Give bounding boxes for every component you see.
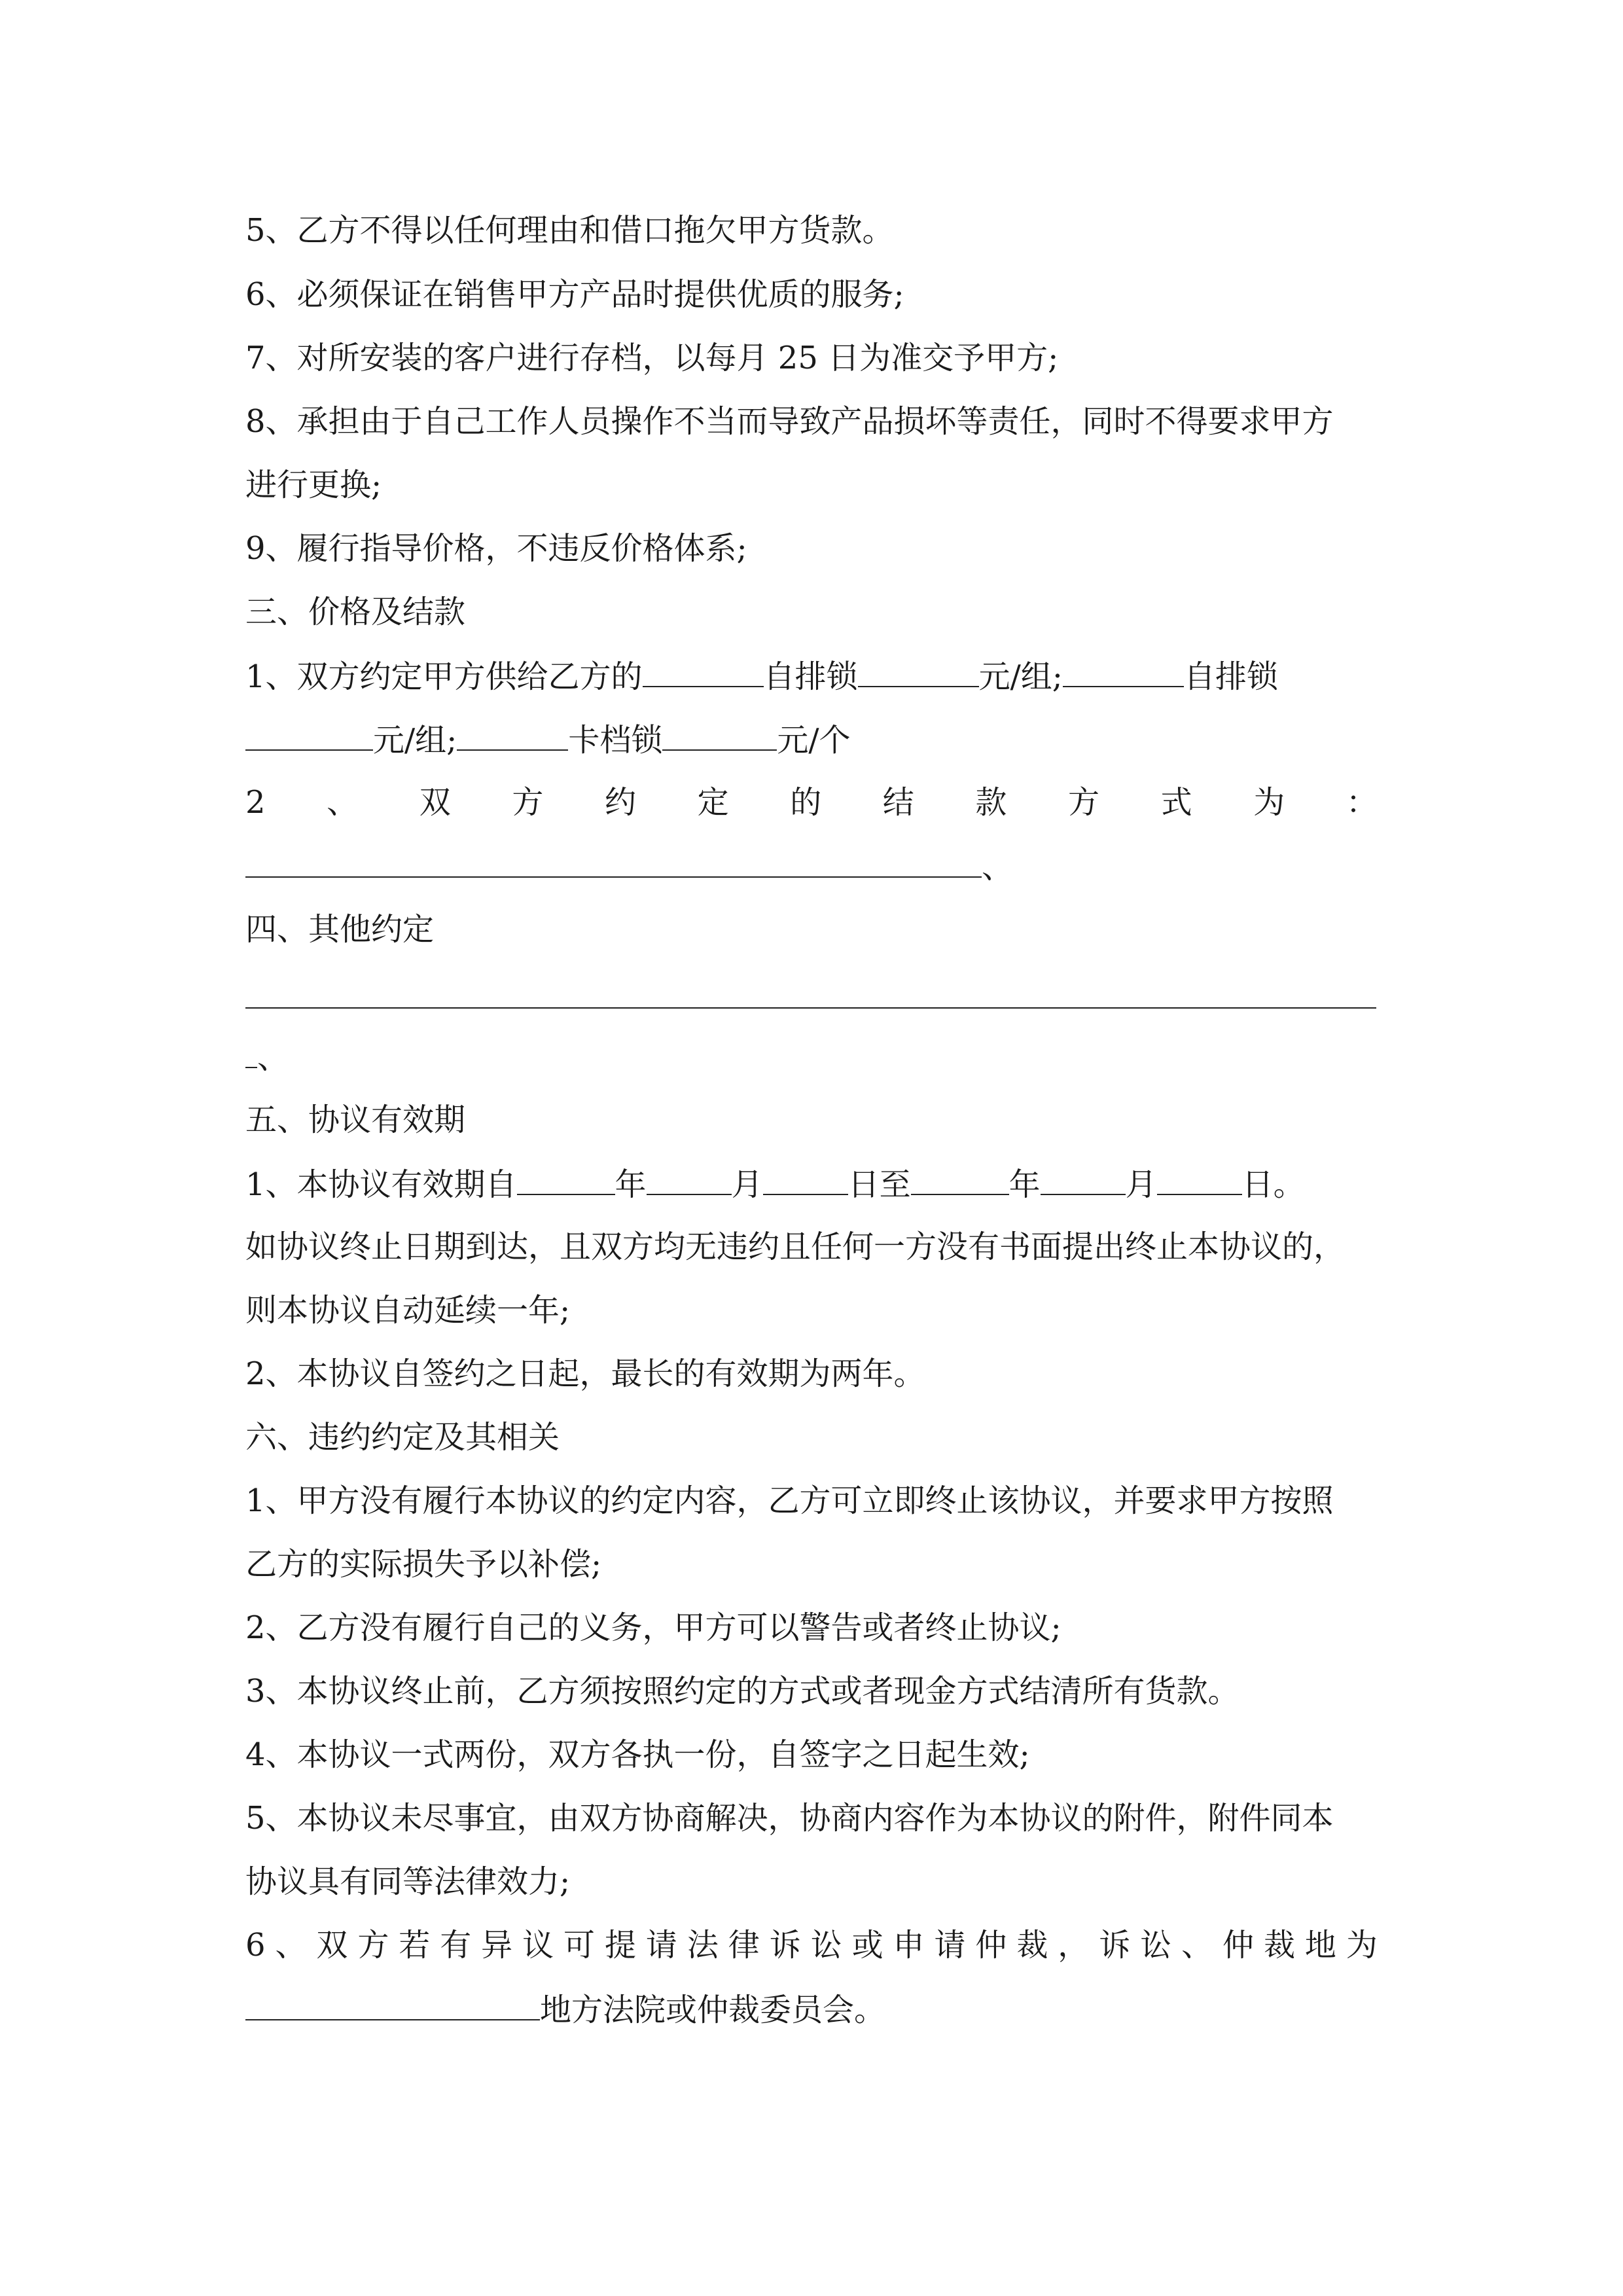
breach-clause-1-cont	[245, 1545, 1378, 1584]
blank-field[interactable]	[1041, 1164, 1126, 1195]
clause-text: 9、履行指导价格，不违反价格体系;	[245, 530, 747, 567]
clause-text: 5、本协议未尽事宜，由双方协商解决，协商内容作为本协议的附件，附件同本	[245, 1800, 1334, 1837]
char: ：	[1346, 784, 1378, 821]
char: 为	[1253, 784, 1285, 821]
char: 、	[1181, 1927, 1213, 1964]
char: 定	[697, 784, 729, 821]
clause-text: 4、本协议一式两份，双方各执一份，自签字之日起生效;	[245, 1736, 1030, 1773]
char: 讼	[810, 1927, 842, 1964]
clause-8	[245, 402, 1378, 441]
blank-field[interactable]	[1063, 656, 1184, 687]
blank-field[interactable]	[457, 719, 568, 751]
char: 申	[893, 1927, 925, 1964]
char: 、	[327, 784, 359, 821]
clause-text: 自排锁	[763, 658, 858, 695]
clause-text: 7、对所安装的客户进行存档，以每月 25 日为准交予甲方;	[245, 340, 1059, 376]
clause-5	[245, 211, 1378, 250]
section-6-heading	[245, 1418, 1378, 1457]
char: 2	[245, 784, 266, 821]
clause-text: 元/组;	[978, 658, 1063, 695]
price-clause-2-blank	[245, 846, 1378, 886]
clause-text: 如协议终止日期到达，且双方均无违约且任何一方没有书面提出终止本协议的，	[245, 1229, 1346, 1265]
clause-text: 地方法院或仲裁委员会。	[540, 1992, 886, 2028]
char: 或	[851, 1927, 883, 1964]
char: 裁	[1016, 1927, 1048, 1964]
char: 仲	[975, 1927, 1007, 1964]
char: 可	[563, 1927, 596, 1964]
clause-text: 2、本协议自签约之日起，最长的有效期为两年。	[245, 1355, 925, 1392]
breach-clause-6-cont	[245, 1989, 1378, 2028]
char: 方	[357, 1927, 389, 1964]
blank-field[interactable]	[763, 1164, 848, 1195]
validity-clause-1	[245, 1164, 1378, 1203]
char: 地	[1304, 1927, 1336, 1964]
char: 讼	[1140, 1927, 1172, 1964]
char: 诉	[1099, 1927, 1131, 1964]
char: 约	[604, 784, 636, 821]
breach-clause-6	[245, 1926, 1378, 1965]
clause-text: 、	[982, 849, 1014, 886]
clause-text: 、	[257, 1039, 289, 1076]
char: 6	[245, 1927, 266, 1964]
blank-field[interactable]	[245, 846, 982, 878]
char: 有	[440, 1927, 472, 1964]
clause-text: 卡档锁	[568, 722, 663, 759]
clause-text: 日至	[847, 1166, 911, 1203]
price-clause-1-cont	[245, 719, 1378, 759]
section-3-heading	[245, 592, 1378, 632]
blank-field[interactable]	[1157, 1164, 1242, 1195]
breach-clause-5	[245, 1799, 1378, 1838]
breach-clause-1	[245, 1481, 1378, 1520]
breach-clause-4	[245, 1735, 1378, 1774]
char: 请	[645, 1927, 677, 1964]
breach-clause-2	[245, 1608, 1378, 1647]
char: 诉	[769, 1927, 801, 1964]
clause-text: 月	[1125, 1166, 1157, 1203]
char: 提	[604, 1927, 636, 1964]
clause-text: 年	[1008, 1166, 1041, 1203]
validity-clause-1-cont	[245, 1227, 1378, 1266]
breach-clause-3	[245, 1672, 1378, 1711]
blank-line-other-terms[interactable]	[245, 1007, 1376, 1009]
char: 为	[1346, 1927, 1378, 1964]
blank-field[interactable]	[647, 1164, 732, 1195]
clause-text: 1、双方约定甲方供给乙方的	[245, 658, 643, 695]
char: 异	[481, 1927, 513, 1964]
char: 、	[275, 1927, 307, 1964]
price-clause-1	[245, 656, 1378, 695]
blank-field[interactable]	[858, 656, 979, 687]
char: 方	[1068, 784, 1100, 821]
char: 双	[419, 784, 451, 821]
char: 款	[975, 784, 1007, 821]
char: 裁	[1263, 1927, 1295, 1964]
clause-text: 1、本协议有效期自	[245, 1166, 517, 1203]
char: 仲	[1222, 1927, 1255, 1964]
clause-8-cont	[245, 465, 1378, 505]
clause-text: 2、乙方没有履行自己的义务，甲方可以警告或者终止协议;	[245, 1609, 1061, 1646]
char: 若	[399, 1927, 431, 1964]
clause-text: 8、承担由于自己工作人员操作不当而导致产品损坏等责任，同时不得要求甲方	[245, 403, 1334, 440]
blank-field[interactable]	[662, 719, 777, 751]
char: 法	[687, 1927, 719, 1964]
blank-field[interactable]	[911, 1164, 1009, 1195]
price-clause-2	[245, 783, 1378, 822]
char: 请	[934, 1927, 966, 1964]
char: 的	[790, 784, 822, 821]
blank-field[interactable]	[245, 719, 373, 751]
clause-text: 自排锁	[1183, 658, 1278, 695]
char: 结	[882, 784, 914, 821]
char: 议	[522, 1927, 554, 1964]
clause-text: 元/个	[777, 722, 851, 759]
clause-text: 日。	[1241, 1166, 1305, 1203]
char: 律	[728, 1927, 760, 1964]
clause-text: 6、必须保证在销售甲方产品时提供优质的服务;	[245, 276, 904, 313]
clause-6	[245, 275, 1378, 314]
clause-text: 5、乙方不得以任何理由和借口拖欠甲方货款。	[245, 212, 894, 249]
section-heading: 六、违约约定及其相关	[245, 1419, 560, 1456]
section-heading: 四、其他约定	[245, 911, 435, 948]
validity-clause-1-cont2	[245, 1291, 1378, 1330]
blank-field[interactable]	[643, 656, 764, 687]
section-5-heading	[245, 1100, 1378, 1139]
section-4-blank-cont	[245, 1037, 1378, 1076]
breach-clause-5-cont	[245, 1862, 1378, 1901]
char: 双	[316, 1927, 348, 1964]
section-4-heading	[245, 910, 1378, 949]
char: 式	[1160, 784, 1192, 821]
clause-text: 协议具有同等法律效力;	[245, 1863, 571, 1900]
section-heading: 三、价格及结款	[245, 594, 466, 630]
clause-9	[245, 529, 1378, 568]
section-heading: 五、协议有效期	[245, 1102, 466, 1138]
clause-text: 1、甲方没有履行本协议的约定内容，乙方可立即终止该协议，并要求甲方按照	[245, 1482, 1334, 1519]
blank-field[interactable]	[245, 1989, 540, 2020]
clause-7	[245, 338, 1378, 378]
blank-field[interactable]	[517, 1164, 615, 1195]
clause-text: 元/组;	[373, 722, 457, 759]
clause-text: 3、本协议终止前，乙方须按照约定的方式或者现金方式结清所有货款。	[245, 1673, 1240, 1710]
clause-text: 月	[731, 1166, 763, 1203]
validity-clause-2	[245, 1354, 1378, 1393]
blank-field[interactable]	[245, 1037, 257, 1068]
clause-text: 进行更换;	[245, 467, 382, 503]
clause-text: 年	[615, 1166, 647, 1203]
clause-text: 则本协议自动延续一年;	[245, 1292, 571, 1329]
clause-text: 乙方的实际损失予以补偿;	[245, 1546, 602, 1583]
char: 方	[512, 784, 544, 821]
char: ，	[1058, 1927, 1090, 1964]
